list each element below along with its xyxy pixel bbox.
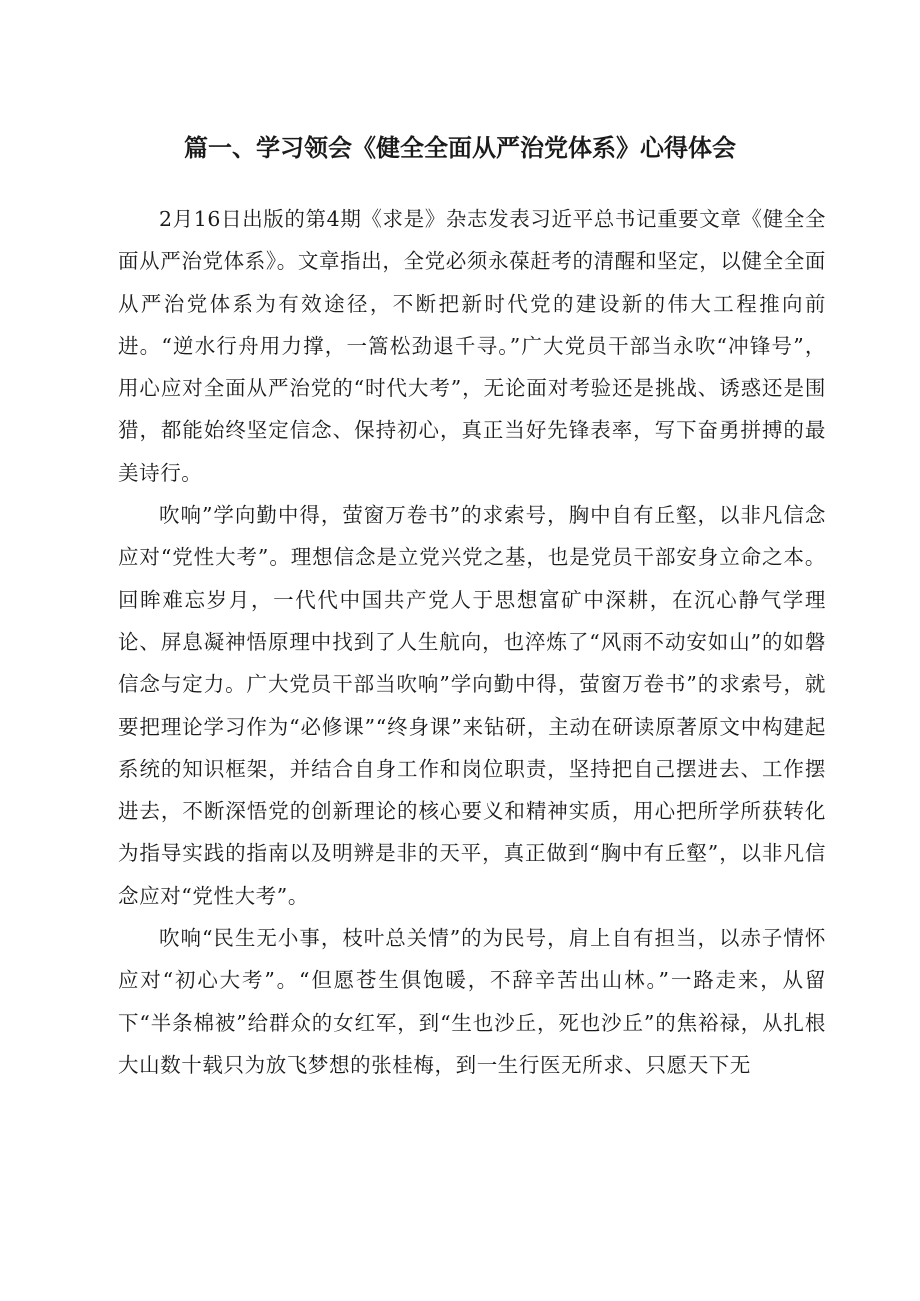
paragraph-1: 2月16日出版的第4期《求是》杂志发表习近平总书记重要文章《健全全面从严治党体系》。文章指出，全党必须永葆赶考的清醒和坚定，以健全全面从严治党体系为有效途径，不断把新时代党的建设新的伟大工程推向前进。“逆水行舟用力撑，一篙松劲退千寻。”广大党员干部当永吹“冲锋号”，用心应对全面从严治党的“时代大考”，无论面对考验还是挑战、诱惑还是围猎，都能始终坚定信念、保持初心，真正当好先锋表率，写下奋勇拼搏的最美诗行。 [118,207,826,485]
document-body [118,198,826,1086]
paragraph-2: 吹响”学向勤中得，萤窗万卷书”的求索号，胸中自有丘壑，以非凡信念应对“党性大考”。理想信念是立党兴党之基，也是党员干部安身立命之本。回眸难忘岁月，一代代中国共产党人于思想富矿中深耕，在沉心静气学理论、屏息凝神悟原理中找到了人生航向，也淬炼了“风雨不动安如山”的如磐信念与定力。广大党员干部当吹响”学向勤中得，萤窗万卷书”的求索号，就要把理论学习作为“必修课”“终身课”来钻研，主动在研读原著原文中构建起系统的知识框架，并结合自身工作和岗位职责，坚持把自己摆进去、工作摆进去，不断深悟党的创新理论的核心要义和精神实质，用心把所学所获转化为指导实践的指南以及明辨是非的天平，真正做到“胸中有丘壑”，以非凡信念应对“党性大考”。 [118,503,826,908]
paragraph-3: 吹响“民生无小事，枝叶总关情”的为民号，肩上自有担当，以赤子情怀应对“初心大考”。“但愿苍生俱饱暖，不辞辛苦出山林。”一路走来，从留下“半条棉被”给群众的女红军，到“生也沙丘，死也沙丘”的焦裕禄，从扎根大山数十载只为放飞梦想的张桂梅，到一生行医无所求、只愿天下无 [118,926,826,1077]
document-title: 篇一、学习领会《健全全面从严治党体系》心得体会 [184,134,736,162]
